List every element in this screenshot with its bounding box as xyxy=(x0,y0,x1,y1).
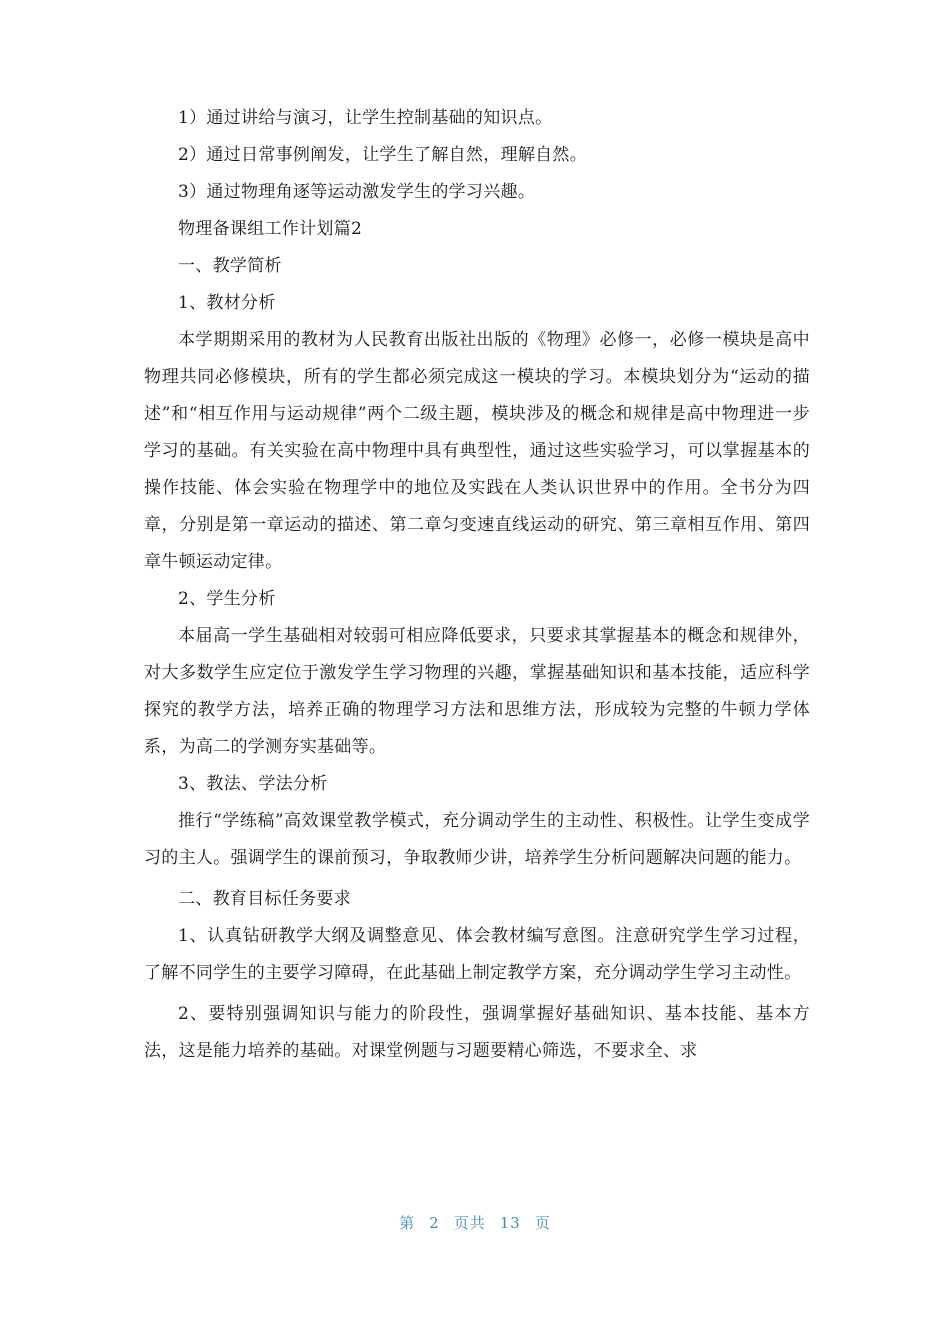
paragraph-goal-1: 1、认真钻研教学大纲及调整意见、体会教材编写意图。注意研究学生学习过程，了解不同学生的主要学习障碍，在此基础上制定教学方案，充分调动学生学习主动性。 xyxy=(144,926,810,983)
paragraph-textbook: 本学期期采用的教材为人民教育出版社出版的《物理》必修一，必修一模块是高中物理共同必修模块，所有的学生都必须完成这一模块的学习。本模块划分为“运动的描述”和“相互作用与运动规律”两个二级主题，模块涉及的概念和规律是高中物理进一步学习的基础。有关实验在高中物理中具有典型性，通过这些实验学习，可以掌握基本的操作技能、体会实验在物理学中的地位及实践在人类认识世界中的作用。全书分为四章，分别是第一章运动的描述、第二章匀变速直线运动的研究、第三章相互作用、第四章牛顿运动定律。 xyxy=(144,330,810,572)
footer-total-pages: 13 xyxy=(499,1214,521,1232)
heading-goals: 二、教育目标任务要求 xyxy=(178,889,351,909)
list-item-3: 3）通过物理角逐等运动激发学生的学习兴趣。 xyxy=(178,182,536,202)
subheading-student-analysis: 2、学生分析 xyxy=(178,589,276,609)
heading-teaching-analysis: 一、教学简析 xyxy=(178,256,282,276)
footer-middle: 页共 xyxy=(453,1214,486,1232)
list-item-2: 2）通过日常事例阐发，让学生了解自然，理解自然。 xyxy=(178,145,588,165)
paragraph-methods: 推行“学练稿”高效课堂教学模式，充分调动学生的主动性、积极性。让学生变成学习的主人。强调学生的课前预习，争取教师少讲，培养学生分析问题解决问题的能力。 xyxy=(144,811,810,868)
section-title: 物理备课组工作计划篇2 xyxy=(178,219,363,239)
subheading-textbook-analysis: 1、教材分析 xyxy=(178,293,276,313)
paragraph-goal-2: 2、要特别强调知识与能力的阶段性，强调掌握好基础知识、基本技能、基本方法，这是能力培养的基础。对课堂例题与习题要精心筛选，不要求全、求 xyxy=(144,1004,810,1061)
footer-current-page: 2 xyxy=(429,1214,440,1232)
document-body xyxy=(144,100,810,1070)
subheading-method-analysis: 3、教法、学法分析 xyxy=(178,774,328,794)
list-item-1: 1）通过讲给与演习，让学生控制基础的知识点。 xyxy=(178,108,553,128)
paragraph-students: 本届高一学生基础相对较弱可相应降低要求，只要求其掌握基本的概念和规律外，对大多数学生应定位于激发学生学习物理的兴趣，掌握基础知识和基本技能，适应科学探究的教学方法，培养正确的物理学习方法和思维方法，形成较为完整的牛顿力学体系，为高二的学测夯实基础等。 xyxy=(144,626,810,757)
page-number-footer xyxy=(0,1212,950,1233)
footer-suffix: 页 xyxy=(534,1214,551,1232)
footer-prefix: 第 xyxy=(399,1214,416,1232)
